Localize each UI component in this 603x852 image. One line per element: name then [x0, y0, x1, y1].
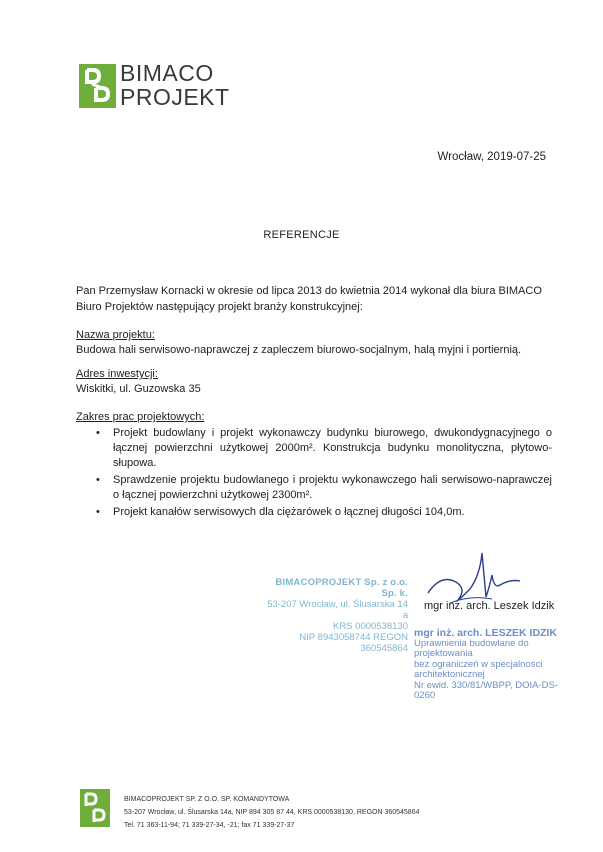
footer-address: 53-207 Wrocław, ul. Ślusarska 14a, NIP 894 305 87 44, KRS 0000538130, REGON 360545864	[124, 809, 420, 816]
logo-wordmark	[120, 62, 230, 109]
scope-heading: Zakres prac projektowych:	[76, 411, 205, 423]
footer-info	[124, 793, 420, 832]
footer-logo-icon	[80, 789, 110, 827]
company-stamp-line: 53-207 Wrocław, ul. Ślusarska 14 a	[267, 599, 408, 621]
footer-phone: Tel. 71 363-11-94; 71 339-27-34, -21; fax 71 339-27-37	[124, 822, 295, 829]
intro-paragraph: Pan Przemysław Kornacki w okresie od lipca 2013 do kwietnia 2014 wykonał dla biura BIMACO Biuro Projektów następujący projekt branży konstrukcyjnej:	[76, 285, 542, 313]
document-date: Wrocław, 2019-07-25	[437, 151, 546, 163]
personal-stamp-line: bez ograniczeń w specjalności architektonicznej	[414, 658, 543, 680]
signer-name: mgr inż. arch. Leszek Idzik	[424, 600, 555, 612]
personal-stamp-line: Nr ewid. 330/81/WBPP, DOIA-DS-0260	[414, 679, 558, 701]
scope-item: • Projekt budowlany i projekt wykonawczy budynku biurowego, dwukondygnacyjnego o łącznej powierzchni użytkowej 2000m². Konstrukcja budynku monolityczna, płytowo-słupowa.	[96, 426, 552, 471]
personal-stamp-line: Uprawnienia budowlane do projektowania	[414, 637, 529, 659]
company-stamp-line: KRS 0000538130	[332, 621, 408, 632]
company-stamp-line: BIMACOPROJEKT Sp. z o.o. Sp. k.	[275, 577, 408, 599]
project-name-heading: Nazwa projektu:	[76, 329, 155, 341]
scope-list	[96, 426, 552, 522]
address-heading: Adres inwestycji:	[76, 368, 158, 380]
logo-line-1: BIMACO	[120, 60, 214, 86]
document-title: REFERENCJE	[263, 229, 340, 241]
address-text: Wiskitki, ul. Guzowska 35	[76, 383, 201, 395]
company-stamp-line: NIP 8943058744 REGON 360545864	[299, 632, 408, 654]
scope-item: • Projekt kanałów serwisowych dla ciężarówek o łącznej długości 104,0m.	[96, 505, 552, 520]
personal-stamp-line: mgr inż. arch. LESZEK IDZIK	[414, 627, 557, 639]
logo-line-2: PROJEKT	[120, 84, 230, 110]
footer-company: BIMACOPROJEKT SP. Z O.O. SP. KOMANDYTOWA	[124, 796, 290, 803]
company-stamp	[266, 577, 408, 654]
bimaco-logo-icon	[79, 64, 116, 108]
project-name-text: Budowa hali serwisowo-naprawczej z zapleczem biurowo-socjalnym, halą myjni i portiernią.	[76, 344, 522, 356]
personal-stamp	[414, 628, 562, 702]
scope-item: • Sprawdzenie projektu budowlanego i projektu wykonawczego hali serwisowo-naprawczej o łącznej powierzchni użytkowej 2300m².	[96, 473, 552, 503]
